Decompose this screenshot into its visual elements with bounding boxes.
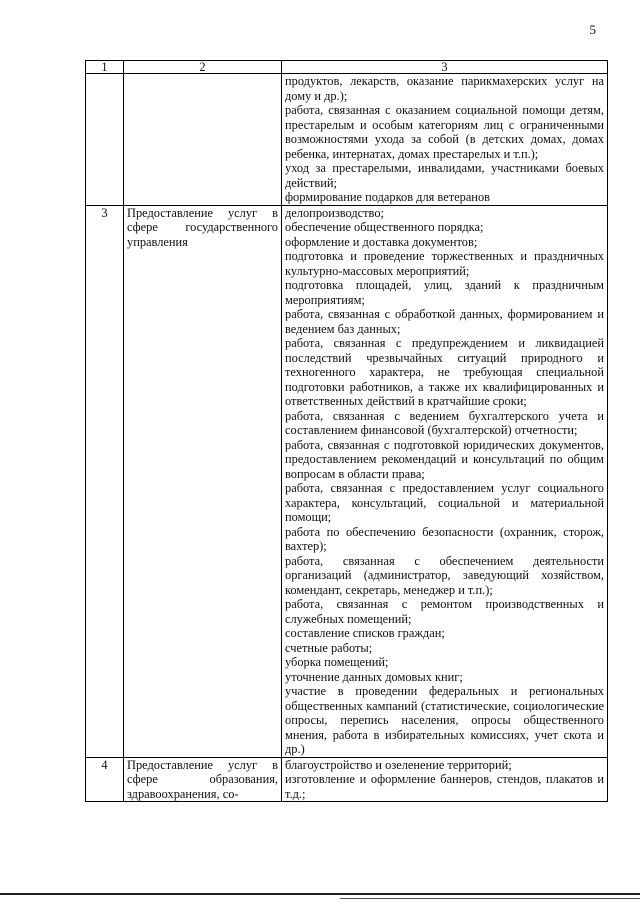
- work-type-item: работа, связанная с предупреждением и ликвидацией последствий чрезвычайных ситуаций природного и техногенного характера, не требующая специальной подготовки работников, а также их квалифицированных и ответственных действий в кратчайшие сроки;: [285, 336, 604, 408]
- bottom-border-line: [0, 893, 640, 895]
- row-number: 3: [86, 205, 124, 757]
- table-row: [86, 74, 608, 206]
- work-type-item: счетные работы;: [285, 640, 373, 655]
- table-row: [86, 205, 608, 757]
- table-row: [86, 757, 608, 802]
- work-type-item: уборка помещений;: [285, 655, 389, 669]
- header-col-1: 1: [86, 61, 124, 74]
- page-number: 5: [589, 22, 596, 37]
- work-type-item: работа по обеспечению безопасности (охранник, сторож, вахтер);: [285, 524, 604, 553]
- header-col-2: 2: [124, 61, 282, 74]
- work-types: [282, 74, 608, 206]
- service-area: Предоставление услуг в сфере образования, здравоохранения, со-: [124, 757, 282, 802]
- work-type-item: работа, связанная с предоставлением услуг социального характера, консультаций, социальной и материальной помощи;: [285, 481, 604, 524]
- work-type-item: подготовка и проведение торжественных и праздничных культурно-массовых мероприятий;: [285, 249, 604, 278]
- work-type-item: делопроизводство;: [285, 205, 384, 220]
- row-number: 4: [86, 757, 124, 802]
- work-types: [282, 205, 608, 757]
- work-type-item: подготовка площадей, улиц, зданий к праздничным мероприятиям;: [285, 278, 604, 307]
- header-col-3: 3: [282, 61, 608, 74]
- work-type-item: участие в проведении федеральных и региональных общественных кампаний (статистические, социологические опросы, перепись населения, опросы общественного мнения, работа в избирательных комиссиях, учет скота и др.): [285, 684, 604, 756]
- work-type-item: работа, связанная с обеспечением деятельности организаций (администратор, заведующий хозяйством, комендант, секретарь, менеджер и т.п.);: [285, 553, 604, 597]
- row-number: [86, 74, 124, 206]
- work-type-item: уточнение данных домовых книг;: [285, 669, 463, 684]
- bottom-border-line-secondary: [340, 898, 640, 899]
- work-type-item: обеспечение общественного порядка;: [285, 220, 484, 234]
- work-type-item: изготовление и оформление баннеров, стендов, плакатов и т.д.;: [285, 772, 604, 801]
- work-type-item: благоустройство и озеленение территорий;: [285, 757, 512, 772]
- service-area: Предоставление услуг в сфере государственного управления: [124, 205, 282, 757]
- service-area: [124, 74, 282, 206]
- work-type-item: работа, связанная с подготовкой юридических документов, предоставлением рекомендаций и консультаций по общим вопросам в области права;: [285, 437, 604, 481]
- work-type-item: работа, связанная с ремонтом производственных и служебных помещений;: [285, 597, 604, 626]
- work-types: [282, 757, 608, 802]
- work-type-item: работа, связанная с обработкой данных, формированием и ведением баз данных;: [285, 307, 604, 336]
- work-type-item: составление списков граждан;: [285, 626, 445, 640]
- work-type-item: формирование подарков для ветеранов: [285, 190, 490, 204]
- work-type-item: работа, связанная с оказанием социальной помощи детям, престарелым и особым категориям лиц с ограниченными возможностями ухода за собой (в детских домах, домах ребенка, интернатах, домах престарелых и т.п.);: [285, 103, 604, 161]
- table-header-row: [86, 61, 608, 74]
- services-table: [85, 60, 608, 802]
- work-type-item: продуктов, лекарств, оказание парикмахерских услуг на дому и др.);: [285, 74, 604, 103]
- work-type-item: работа, связанная с ведением бухгалтерского учета и составлением финансовой (бухгалтерской) отчетности;: [285, 408, 604, 437]
- work-type-item: уход за престарелыми, инвалидами, участниками боевых действий;: [285, 161, 604, 190]
- work-type-item: оформление и доставка документов;: [285, 234, 478, 249]
